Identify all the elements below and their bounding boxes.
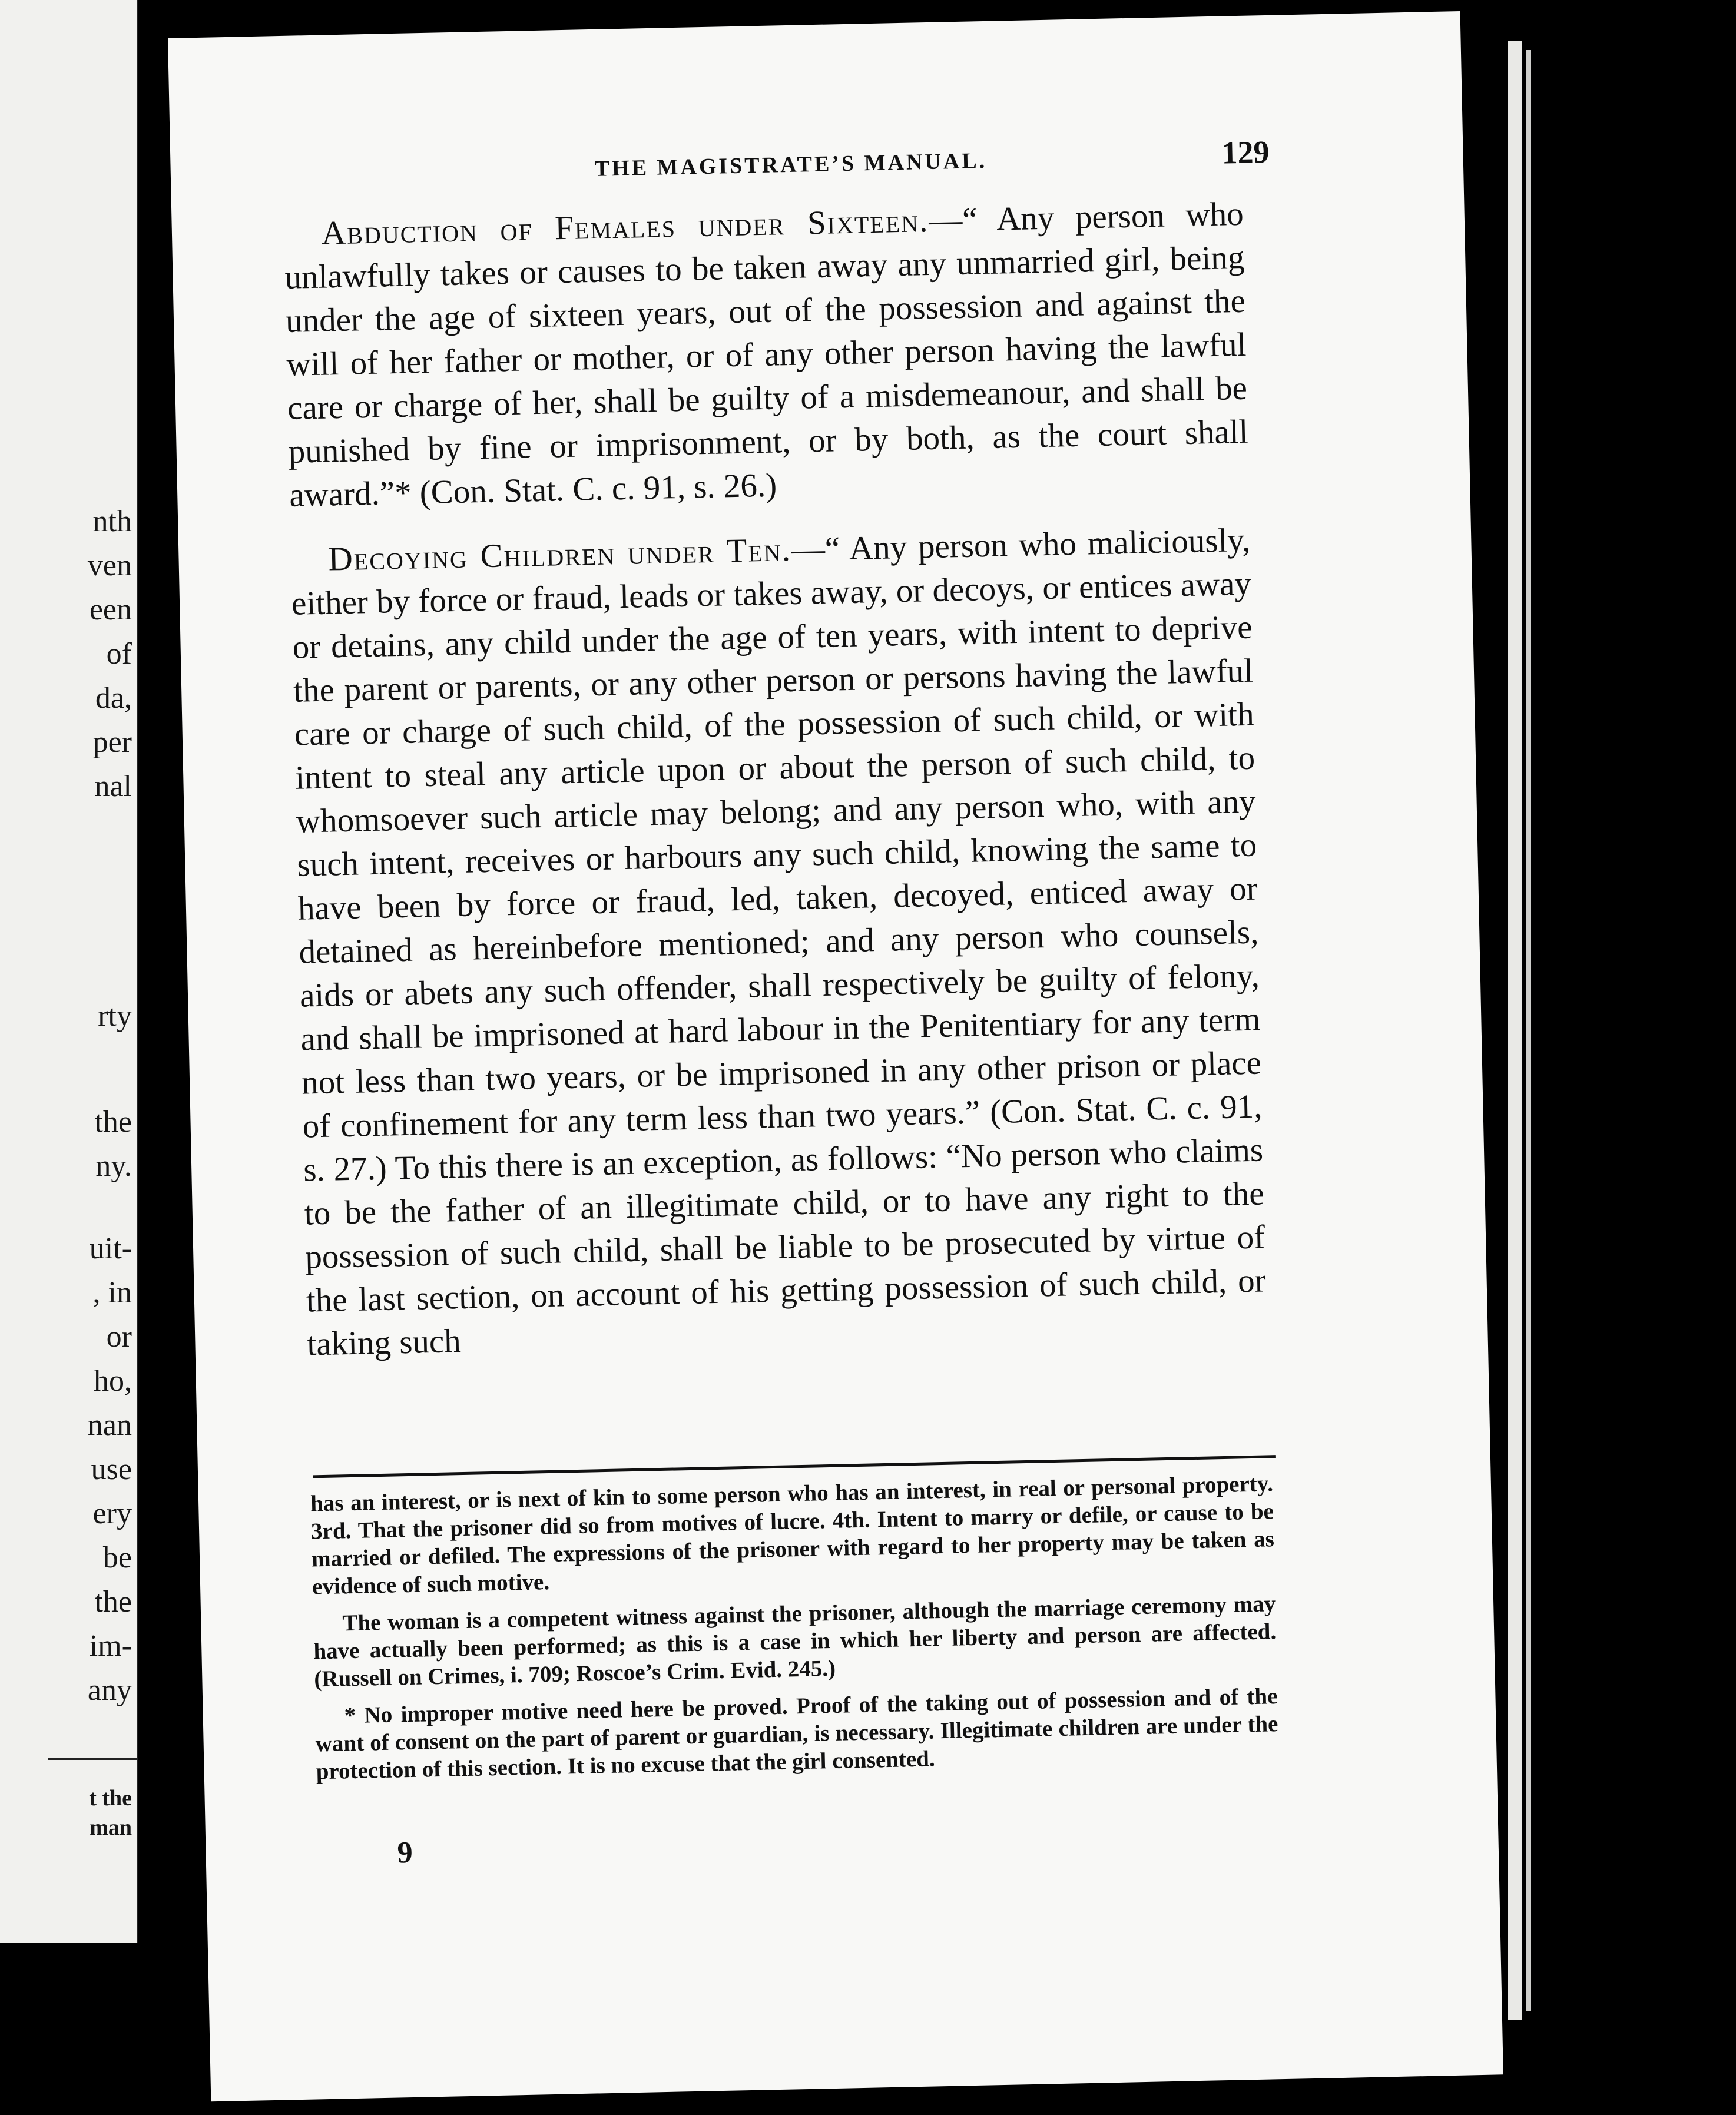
running-head <box>171 134 1464 206</box>
paragraph <box>283 193 1249 518</box>
facing-page-footnote-fragment: man <box>90 1815 132 1840</box>
facing-page-footnote-fragment: t the <box>89 1786 132 1811</box>
facing-page-fragment: nth <box>92 505 132 538</box>
facing-page-fragment: rty <box>98 999 132 1033</box>
facing-page-fragment: the <box>94 1585 132 1619</box>
facing-page <box>0 0 138 1943</box>
facing-page-fragment: , in <box>92 1276 132 1310</box>
paragraph <box>290 519 1267 1367</box>
facing-page-fragment: nan <box>87 1408 132 1442</box>
book-page <box>168 11 1503 2101</box>
page-edge <box>1526 50 1531 2011</box>
section-heading: Decoying Children under Ten. <box>327 531 792 578</box>
signature-mark: 9 <box>397 1835 413 1870</box>
running-title: THE MAGISTRATE’S MANUAL. <box>594 148 988 181</box>
facing-page-fragment: uit- <box>89 1232 132 1265</box>
facing-page-rule <box>48 1758 137 1760</box>
facing-page-fragment: ven <box>87 549 132 582</box>
main-text <box>283 193 1267 1388</box>
facing-page-fragment: use <box>91 1453 132 1486</box>
facing-page-fragment: da, <box>95 681 132 715</box>
facing-page-fragment: of <box>106 637 132 671</box>
footnote: * No improper motive need here be proved. Proof of the taking out of possession and of the want of consent on the part of parent or guardian, is necessary. Illegitimate children are under the protection of this section. It is no excuse that the girl consented. <box>315 1683 1278 1785</box>
facing-page-fragment: any <box>87 1673 132 1707</box>
facing-page-fragment: een <box>89 593 132 626</box>
facing-page-fragment: nal <box>94 770 132 803</box>
page-edge <box>1508 41 1522 2020</box>
page-number: 129 <box>1221 134 1270 171</box>
paragraph-text: —“ Any person who maliciously, either by force or fraud, leads or takes away, or decoys, or entices away or detains, any child under the age of ten years, with intent to deprive the parent or parents, or any other person or persons having the lawful care or charge of such child, of the possession of such child, or with intent to steal any article upon or about the person of such child, to whomsoever such article may belong; and any person who, with any such intent, receives or harbours any such child, knowing the same to have been by force or fraud, led, taken, decoyed, enticed away or detained as hereinbefore mentioned; and any person who counsels, aids or abets any such offender, shall respectively be guilty of felony, and shall be imprisoned at hard labour in the Penitentiary for any term not less than two years, or be imprisoned in any other prison or place of confinement for any term less than two years.” (Con. Stat. C. c. 91, s. 27.) To this there is an exception, as follows: “No person who claims to be the father of an illegitimate child, or to have any right to the possession of such child, shall be liable to be prosecuted by virtue of the last section, on account of his getting possession of such child, or taking such <box>291 521 1267 1363</box>
footnotes <box>310 1470 1279 1795</box>
footnote: has an interest, or is next of kin to some person who has an interest, in real or personal property. 3rd. That the prisoner did so from motives of lucre. 4th. Intent to marry or defile, or cause to be married or defiled. The expressions of the prisoner with regard to her property may be taken as evidence of such motive. <box>310 1471 1275 1600</box>
facing-page-fragment: per <box>92 725 132 759</box>
facing-page-fragment: or <box>106 1320 132 1354</box>
facing-page-fragment: the <box>94 1105 132 1139</box>
paragraph-text: —“ Any person who unlawfully takes or causes to be taken away any unmarried girl, being under the age of sixteen years, out of the possession and against the will of her father or mother, or of any other person having the lawful care or charge of her, shall be guilty of a misdemeanour, and shall be punished by fine or imprisonment, or by both, as the court shall award.”* (Con. Stat. C. c. 91, s. 26.) <box>284 195 1249 514</box>
facing-page-fragment: ho, <box>94 1364 132 1398</box>
footnote: The woman is a competent witness against the prisoner, although the marriage ceremony may have actually been performed; as this is a case in which her liberty and person are affected. (Russell on Crimes, i. 709; Roscoe’s Crim. Evid. 245.) <box>313 1591 1277 1692</box>
facing-page-fragment: be <box>102 1541 132 1574</box>
facing-page-fragment: im- <box>89 1629 132 1663</box>
section-heading: Abduction of Females under Sixteen. <box>321 202 929 252</box>
facing-page-fragment: ery <box>92 1497 132 1530</box>
facing-page-fragment: ny. <box>95 1149 132 1183</box>
